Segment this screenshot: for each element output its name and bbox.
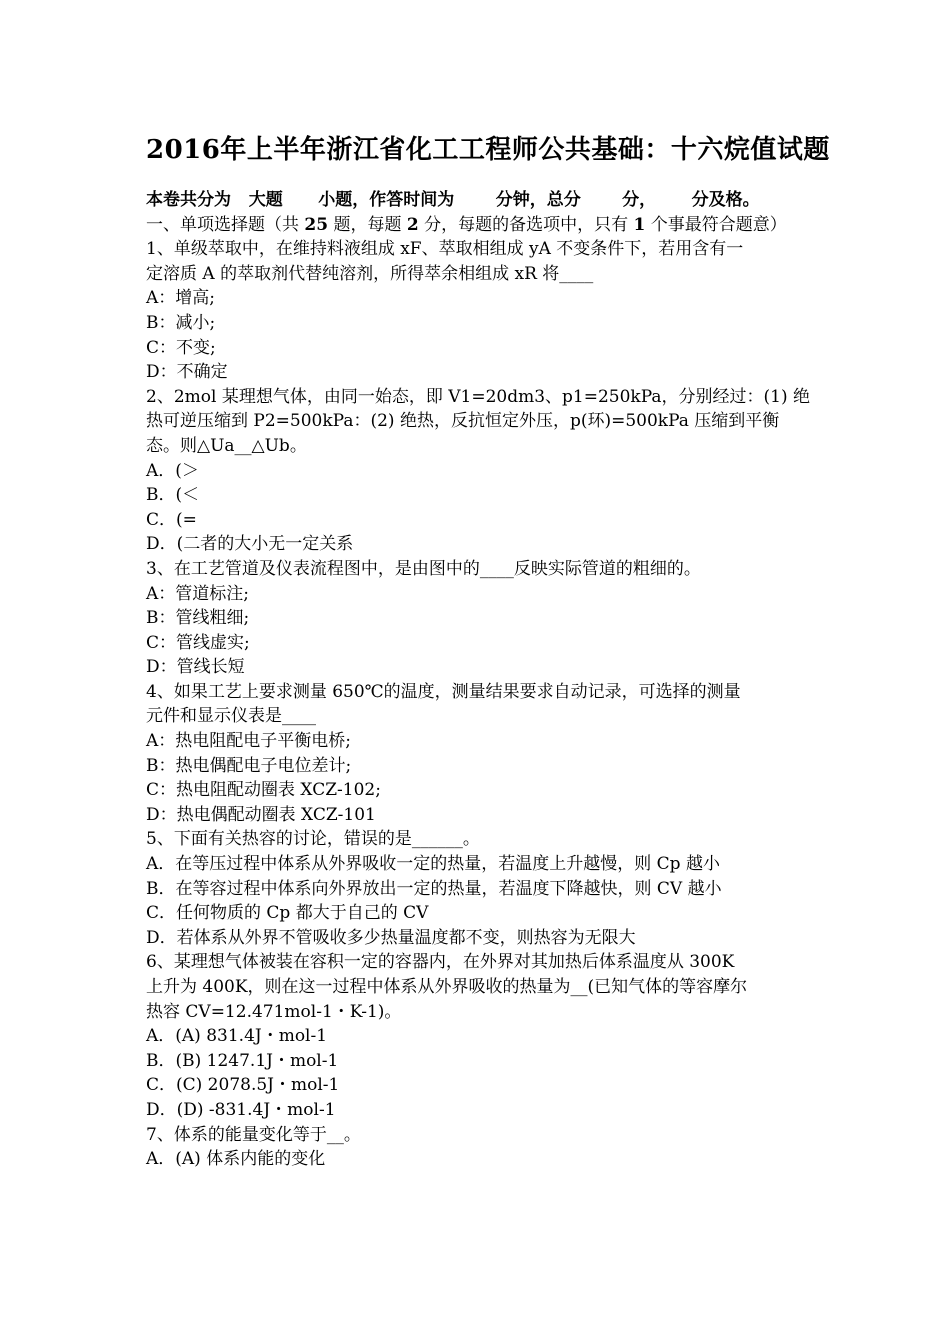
text-line: 7、体系的能量变化等于__。 (146, 1124, 361, 1145)
question-count: 25 (304, 214, 329, 235)
question-list (146, 237, 816, 1172)
text-line: 4、如果工艺上要求测量 650℃的温度，测量结果要求自动记录，可选择的测量 (146, 681, 741, 702)
text-line: C：管线虚实; (146, 632, 250, 653)
text-line: A：增高; (146, 288, 216, 309)
text-line: A：管道标注; (146, 583, 250, 604)
section-mid-text-2: 分，每题的备选项中，只有 (418, 214, 634, 235)
answer-count: 1 (633, 214, 646, 235)
text-line: 3、在工艺管道及仪表流程图中，是由图中的____反映实际管道的粗细的。 (146, 558, 701, 579)
text-line: B．在等容过程中体系向外界放出一定的热量，若温度下降越快，则 CV 越小 (146, 878, 722, 899)
text-line: 热可逆压缩到 P2=500kPa：(2) 绝热，反抗恒定外压，p(环)=500kPa 压缩到平衡 (146, 411, 780, 432)
exam-intro: 本卷共分为 大题 小题，作答时间为 分钟，总分 分， 分及格。 (146, 190, 760, 210)
text-line: A．(A) 体系内能的变化 (146, 1149, 326, 1170)
text-line: D．(D) -831.4J・mol-1 (146, 1099, 336, 1120)
section-head-text: 一、单项选择题（共 (146, 214, 305, 235)
text-line: 2、2mol 某理想气体，由同一始态，即 V1=20dm3、p1=250kPa，分别经过：(1) 绝 (146, 386, 811, 407)
text-line: B：管线粗细; (146, 608, 250, 629)
text-line: D：不确定 (146, 362, 228, 383)
text-line: C．任何物质的 Cp 都大于自己的 CV (146, 903, 429, 924)
text-line: 态。则△Ua__△Ub。 (146, 435, 307, 456)
text-line: 元件和显示仪表是____ (146, 706, 316, 727)
text-line: B．(＜ (146, 485, 200, 506)
document-title: 2016年上半年浙江省化工工程师公共基础：十六烷值试题 (146, 135, 830, 165)
text-line: C：不变; (146, 337, 216, 358)
text-line: C．(= (146, 509, 197, 530)
text-line: C：热电阻配动圈表 XCZ-102; (146, 780, 381, 801)
text-line: D：管线长短 (146, 657, 245, 678)
text-line: A．(＞ (146, 460, 199, 481)
text-line: 上升为 400K，则在这一过程中体系从外界吸收的热量为__(已知气体的等容摩尔 (146, 977, 748, 997)
text-line: 热容 CV=12.471mol-1・K-1)。 (146, 1001, 402, 1022)
text-line: B．(B) 1247.1J・mol-1 (146, 1050, 339, 1071)
text-line: 6、某理想气体被装在容积一定的容器内，在外界对其加热后体系温度从 300K (146, 952, 735, 973)
text-line: B：热电偶配电子电位差计; (146, 755, 352, 776)
text-line: C．(C) 2078.5J・mol-1 (146, 1075, 340, 1096)
text-line: 5、下面有关热容的讨论，错误的是______。 (146, 829, 480, 850)
section-tail-text: 个事最符合题意） (645, 214, 787, 235)
text-line: A．(A) 831.4J・mol-1 (146, 1026, 328, 1047)
text-line: A．在等压过程中体系从外界吸收一定的热量，若温度上升越慢，则 Cp 越小 (146, 854, 720, 875)
question-score: 2 (406, 214, 419, 235)
text-line: D：热电偶配动圈表 XCZ-101 (146, 804, 376, 825)
text-line: 定溶质 A 的萃取剂代替纯溶剂，所得萃余相组成 xR 将____ (146, 263, 594, 284)
section-heading (146, 213, 816, 238)
document-page (146, 132, 830, 1172)
text-line: A：热电阻配电子平衡电桥; (146, 731, 352, 752)
text-line: 1、单级萃取中，在维持料液组成 xF、萃取相组成 yA 不变条件下，若用含有一 (146, 239, 744, 260)
text-line: D．若体系从外界不管吸收多少热量温度都不变，则热容为无限大 (146, 927, 636, 948)
text-line: D．(二者的大小无一定关系 (146, 534, 354, 555)
section-mid-text-1: 题，每题 (328, 214, 407, 235)
text-line: B：减小; (146, 312, 216, 333)
